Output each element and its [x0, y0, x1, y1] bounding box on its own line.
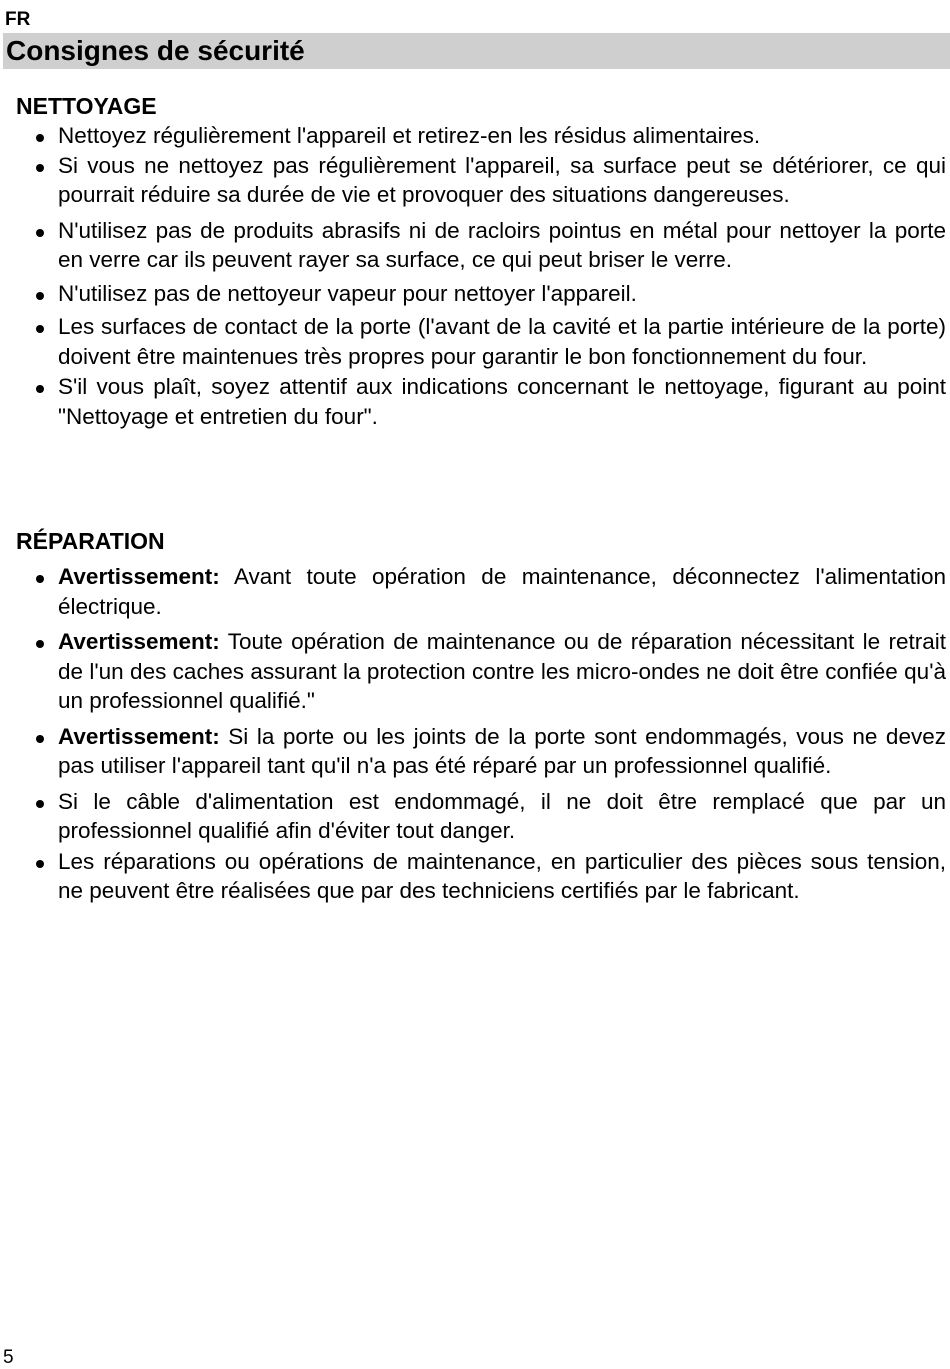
- list-item-text: Si le câble d'alimentation est endommagé, il ne doit être remplacé que par un professionnel qualifié afin d'éviter tout danger.: [58, 788, 946, 843]
- bullet-list: [16, 562, 946, 906]
- list-item: [16, 216, 946, 275]
- bullet-icon: [36, 292, 44, 300]
- bullet-list: [16, 121, 946, 431]
- bullet-icon: [36, 575, 44, 583]
- list-item-text: N'utilisez pas de nettoyeur vapeur pour nettoyer l'appareil.: [58, 280, 637, 306]
- section-nettoyage: [16, 92, 946, 431]
- bullet-icon: [36, 164, 44, 172]
- list-item-text: Si la porte ou les joints de la porte sont endommagés, vous ne devez pas utiliser l'appareil tant qu'il n'a pas été réparé par un professionnel qualifié.: [58, 723, 946, 778]
- section-heading: NETTOYAGE: [16, 93, 157, 119]
- warning-label: Avertissement:: [58, 723, 220, 749]
- list-item-text: Toute opération de maintenance ou de réparation nécessitant le retrait de l'un des caches assurant la protection contre les micro-ondes ne doit être confiée qu'à un professionnel qualifié.": [58, 629, 946, 713]
- list-item-text: Nettoyez régulièrement l'appareil et retirez-en les résidus alimentaires.: [58, 123, 761, 148]
- list-item: [16, 562, 946, 621]
- page-number: 5: [3, 1347, 14, 1368]
- bullet-icon: [36, 735, 44, 743]
- list-item: [16, 312, 946, 371]
- list-item: [16, 279, 946, 309]
- list-item-text: N'utilisez pas de produits abrasifs ni de racloirs pointus en métal pour nettoyer la porte en verre car ils peuvent rayer sa surface, ce qui peut briser le verre.: [58, 217, 946, 272]
- list-item-text: Avant toute opération de maintenance, déconnectez l'alimentation électrique.: [58, 564, 946, 619]
- list-item-text: Si vous ne nettoyez pas régulièrement l'appareil, sa surface peut se détériorer, ce qui pourrait réduire sa durée de vie et provoquer des situations dangereuses.: [58, 152, 946, 207]
- list-item: [16, 627, 946, 716]
- bullet-icon: [36, 325, 44, 333]
- section-heading: RÉPARATION: [16, 528, 165, 554]
- list-item: [16, 847, 946, 906]
- list-item: [16, 151, 946, 210]
- list-item: [16, 121, 946, 151]
- bullet-icon: [36, 640, 44, 648]
- list-item: [16, 722, 946, 781]
- language-code: FR: [5, 9, 31, 30]
- bullet-icon: [36, 385, 44, 393]
- title-bar: [3, 33, 950, 69]
- warning-label: Avertissement:: [58, 564, 220, 589]
- bullet-icon: [36, 860, 44, 868]
- list-item: [16, 787, 946, 846]
- page-title: Consignes de sécurité: [6, 35, 305, 66]
- bullet-icon: [36, 134, 44, 142]
- bullet-icon: [36, 800, 44, 808]
- list-item-text: Les surfaces de contact de la porte (l'avant de la cavité et la partie intérieure de la porte) doivent être maintenues très propres pour garantir le bon fonctionnement du four.: [58, 314, 946, 369]
- list-item-text: Les réparations ou opérations de maintenance, en particulier des pièces sous tension, ne peuvent être réalisées que par des techniciens certifiés par le fabricant.: [58, 848, 946, 903]
- section-reparation: [16, 527, 946, 906]
- warning-label: Avertissement:: [58, 629, 220, 654]
- list-item-text: S'il vous plaît, soyez attentif aux indications concernant le nettoyage, figurant au point "Nettoyage et entretien du four".: [58, 374, 946, 429]
- list-item: [16, 372, 946, 431]
- bullet-icon: [36, 229, 44, 237]
